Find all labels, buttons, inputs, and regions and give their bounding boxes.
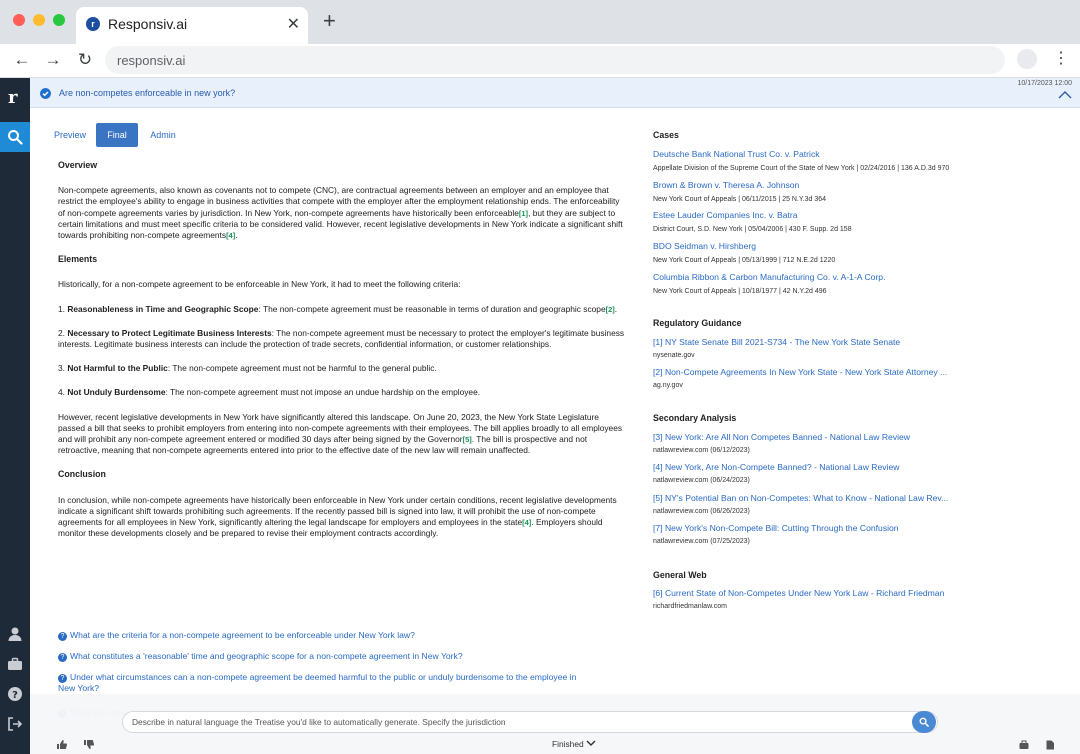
secondary-meta: natlawreview.com (06/24/2023)	[653, 477, 750, 484]
back-arrow-icon[interactable]: ←	[13, 50, 31, 69]
legislation-text: However, recent legislative developments in New York have significantly altered this landscape. On June 20, 2023, the New York State Legislature passed a bill that seeks to prohibit employers from entering into non-compete agreements with their employees. The bill applies broadly to all employees and will prohibit any non-compete agreement entered or modified 30 days after being signed by the Governor	[58, 411, 623, 445]
secondary-link[interactable]: [4] New York, Are Non-Compete Banned? - National Law Review	[653, 462, 900, 472]
regulatory-link[interactable]: [1] NY State Senate Bill 2021-S734 - The New York State Senate	[653, 337, 901, 347]
case-meta: New York Court of Appeals | 05/13/1999 | 712 N.E.2d 1220	[653, 257, 836, 264]
briefcase-icon[interactable]	[7, 656, 23, 672]
overview-text: Non-compete agreements, also known as covenants not to compete (CNC), are contractual agreements between an employer and an employee that restrict the employee's ability to engage in business activities that compete with the employer after the employment relationship ends. The enforceability of non-compete agreements varies by jurisdiction. In New York, non-compete agreements have historically been enforceable	[58, 185, 620, 218]
element-text: : The non-compete agreement must be reasonable in terms of duration and geographic scope	[258, 303, 606, 314]
profile-avatar[interactable]	[1017, 49, 1037, 69]
status-text: Finished	[552, 739, 584, 749]
search-icon	[919, 717, 929, 727]
element-title: Necessary to Protect Legitimate Business Interests	[67, 327, 272, 338]
element-title: Not Unduly Burdensome	[67, 387, 166, 398]
overview-end: .	[235, 230, 238, 241]
secondary-meta: natlawreview.com (06/12/2023)	[653, 447, 750, 454]
chevron-up-icon[interactable]	[1058, 90, 1072, 100]
favicon-icon: r	[86, 17, 100, 31]
thumbs-up-icon[interactable]	[57, 740, 67, 749]
browser-tab[interactable]	[76, 7, 308, 44]
case-meta: New York Court of Appeals | 10/18/1977 | 42 N.Y.2d 496	[653, 288, 827, 295]
url-text: responsiv.ai	[117, 53, 186, 68]
citation-5[interactable]: [5]	[462, 435, 472, 445]
element-title: Reasonableness in Time and Geographic Scope	[67, 303, 259, 314]
case-meta: Appellate Division of the Supreme Court of the State of New York | 02/24/2016 | 136 A.D.3d 970	[653, 165, 950, 172]
regulatory-meta: ag.ny.gov	[653, 382, 683, 389]
app-sidebar	[0, 78, 30, 754]
secondary-link[interactable]: [7] New York's Non-Compete Bill: Cutting Through the Confusion	[653, 523, 899, 533]
tab-preview[interactable]: Preview	[53, 130, 86, 140]
tab-admin[interactable]: Admin	[150, 130, 176, 140]
prompt-placeholder: Describe in natural language the Treatise you'd like to automatically generate. Specify the jurisdiction	[132, 717, 506, 727]
tab-close-icon[interactable]: ✕	[286, 16, 300, 33]
web-link[interactable]: [6] Current State of Non-Competes Under New York Law - Richard Friedman	[653, 588, 945, 598]
browser-menu-icon[interactable]: ⋮	[1053, 50, 1069, 67]
element-text: : The non-compete agreement must not impose an undue hardship on the employee.	[165, 387, 481, 398]
browser-tab-bar	[0, 0, 1080, 44]
case-link[interactable]: BDO Seidman v. Hirshberg	[653, 241, 757, 251]
element-title: Not Harmful to the Public	[67, 363, 168, 374]
question-icon: ?	[58, 653, 67, 662]
thumbs-down-icon[interactable]	[84, 740, 94, 749]
web-heading: General Web	[653, 570, 707, 580]
legislation-text-2: . The bill is prospective and not retroactive, meaning that non-compete agreements entered into prior to the effective date of the new law will remain unaffected.	[58, 434, 588, 456]
tab-final[interactable]: Final	[96, 123, 138, 147]
element-4	[58, 387, 626, 398]
window-maximize-button[interactable]	[53, 14, 65, 26]
document-icon[interactable]	[1045, 740, 1055, 750]
question-bar[interactable]	[30, 78, 1080, 108]
user-icon[interactable]	[7, 626, 23, 642]
regulatory-link[interactable]: [2] Non-Compete Agreements In New York State - New York State Attorney ...	[653, 367, 948, 377]
briefcase-icon[interactable]	[1019, 740, 1029, 750]
regulatory-meta: nysenate.gov	[653, 352, 695, 359]
window-close-button[interactable]	[13, 14, 25, 26]
browser-toolbar	[0, 44, 1080, 78]
elements-heading: Elements	[58, 254, 98, 265]
overview-text-2: , but they are subject to certain limitations and must meet specific criteria to be considered valid. However, recent legislative developments in New York indicate a significant shift towards prohibiting non-compete agreements	[58, 207, 623, 241]
legislation-paragraph	[58, 412, 626, 457]
reload-icon[interactable]: ↻	[77, 50, 93, 69]
element-number: 3.	[58, 363, 68, 374]
new-tab-icon[interactable]: +	[323, 8, 336, 33]
secondary-link[interactable]: [3] New York: Are All Non Competes Banned - National Law Review	[653, 432, 910, 442]
element-3	[58, 363, 626, 374]
chevron-down-icon	[586, 740, 596, 747]
element-text: : The non-compete agreement must not be harmful to the general public.	[167, 363, 437, 374]
case-link[interactable]: Estee Lauder Companies Inc. v. Batra	[653, 210, 798, 220]
address-bar[interactable]	[105, 46, 1005, 74]
element-2	[58, 328, 626, 350]
element-number: 2.	[58, 327, 68, 338]
sidebar-search-button[interactable]	[0, 122, 30, 152]
elements-intro: Historically, for a non-compete agreement to be enforceable in New York, it had to meet the following criteria:	[58, 279, 461, 290]
composer-area	[30, 694, 1080, 754]
followup-text: Under what circumstances can a non-compete agreement be deemed harmful to the public or unduly burdensome to the employee in New York?	[58, 672, 577, 693]
case-meta: District Court, S.D. New York | 05/04/2006 | 430 F. Supp. 2d 158	[653, 226, 852, 233]
followup-question[interactable]	[58, 672, 578, 694]
overview-heading: Overview	[58, 160, 98, 170]
web-meta: richardfriedmanlaw.com	[653, 603, 727, 610]
report-body	[58, 160, 626, 552]
followup-text: What constitutes a 'reasonable' time and geographic scope for a non-compete agreement in New York?	[70, 651, 463, 661]
search-icon	[7, 129, 23, 145]
generation-status[interactable]	[552, 739, 596, 749]
secondary-link[interactable]: [5] NY's Potential Ban on Non-Competes: What to Know - National Law Rev...	[653, 493, 949, 503]
window-minimize-button[interactable]	[33, 14, 45, 26]
followup-question[interactable]	[58, 651, 463, 662]
citation-4[interactable]: [4]	[522, 518, 532, 528]
citation-2[interactable]: [2]	[605, 304, 615, 314]
citation-4[interactable]: [4]	[226, 231, 236, 241]
secondary-meta: natlawreview.com (07/25/2023)	[653, 538, 750, 545]
case-meta: New York Court of Appeals | 06/11/2015 | 25 N.Y.3d 364	[653, 196, 827, 203]
element-1: 1. Reasonableness in Time and Geographic Scope: The non-compete agreement must be reasonable in terms of duration and geographic scope[2].	[58, 303, 618, 314]
conclusion-text-2: . Employers should monitor these developments closely and be prepared to revise their employment contracts accordingly.	[58, 517, 603, 539]
forward-arrow-icon[interactable]: →	[44, 50, 62, 69]
overview-paragraph	[58, 185, 626, 241]
element-text: : The non-compete agreement must be necessary to protect the employer's legitimate business interests. Legitimate business interests can include the protection of trade secrets, confidential information, or customer relationships.	[58, 327, 625, 350]
help-icon[interactable]	[7, 686, 23, 702]
conclusion-paragraph	[58, 495, 626, 540]
conclusion-text: In conclusion, while non-compete agreements have historically been enforceable in New York under certain conditions, recent legislative developments indicate a significant shift towards prohibiting such agreements. If the recently passed bill is signed into law, it will prohibit the use of non-compete agreements for all employees in New York, significantly altering the legal landscape for employers and employees in the state	[58, 494, 617, 528]
element-number: 4.	[58, 387, 68, 398]
question-icon: ?	[58, 674, 67, 683]
followup-question[interactable]	[58, 630, 415, 641]
conclusion-heading: Conclusion	[58, 469, 106, 480]
app-logo[interactable]: r	[8, 87, 18, 108]
followup-text: What are the criteria for a non-compete agreement to be enforceable under New York law?	[70, 630, 415, 640]
submit-search-button[interactable]	[912, 711, 936, 733]
question-text: Are non-competes enforceable in new york?	[59, 88, 236, 98]
case-link[interactable]: Columbia Ribbon & Carbon Manufacturing Co. v. A-1-A Corp.	[653, 272, 886, 282]
tab-title: Responsiv.ai	[108, 16, 188, 32]
treatise-prompt-input[interactable]	[122, 711, 938, 733]
secondary-heading: Secondary Analysis	[653, 413, 737, 423]
svg-text:?: ?	[12, 690, 18, 701]
check-circle-icon	[40, 88, 51, 99]
regulatory-heading: Regulatory Guidance	[653, 318, 742, 328]
cases-heading: Cases	[653, 130, 679, 140]
case-link[interactable]: Brown & Brown v. Theresa A. Johnson	[653, 180, 800, 190]
secondary-meta: natlawreview.com (06/26/2023)	[653, 508, 750, 515]
question-icon: ?	[58, 632, 67, 641]
question-timestamp: 10/17/2023 12:00	[1017, 80, 1072, 87]
element-number: 1.	[58, 303, 68, 314]
logout-icon[interactable]	[7, 716, 23, 732]
main-content	[30, 78, 1080, 754]
citation-1[interactable]: [1]	[518, 208, 529, 218]
case-link[interactable]: Deutsche Bank National Trust Co. v. Patrick	[653, 149, 820, 159]
